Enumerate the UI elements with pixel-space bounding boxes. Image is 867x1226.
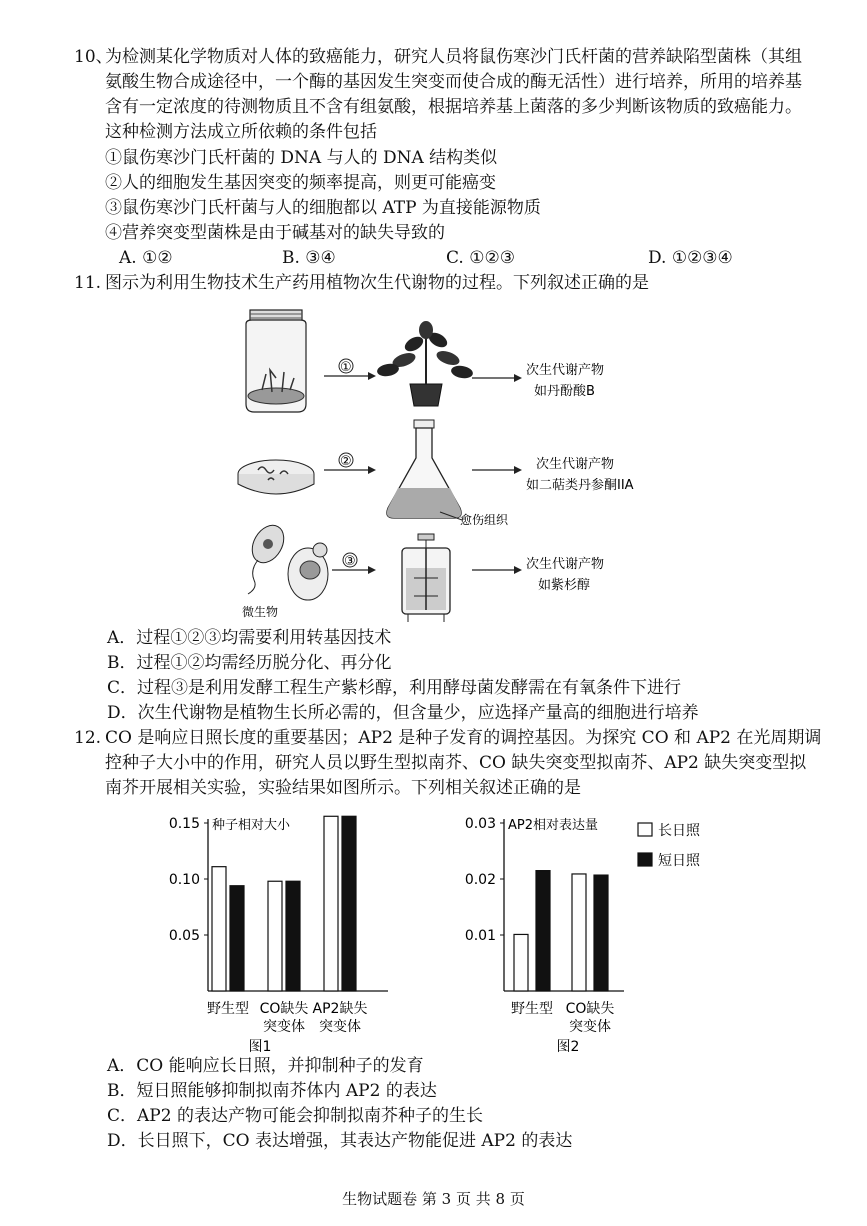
q10-option-b: B. ③④ [282, 248, 336, 268]
q11-stem: 图示为利用生物技术生产药用植物次生代谢物的过程。下列叙述正确的是 [105, 273, 649, 293]
x-tick-label: 野生型 [511, 1001, 553, 1017]
product3-line1: 次生代谢产物 [526, 557, 605, 572]
q11-option-d: D．次生代谢物是植物生长所必需的，但含量少，应选择产量高的细胞进行培养 [107, 703, 699, 723]
chart-title: AP2相对表达量 [508, 818, 599, 833]
q10-option-a: A. ①② [119, 248, 173, 268]
q11-option-c: C．过程③是利用发酵工程生产紫杉醇，利用酵母菌发酵需在有氧条件下进行 [107, 678, 682, 698]
product2-line2: 如二萜类丹参酮IIA [526, 478, 634, 493]
bioreactor-icon [402, 534, 450, 622]
bar-short-day [342, 816, 356, 991]
bar-long-day [514, 934, 528, 991]
product1-line2: 如丹酚酸B [534, 384, 595, 399]
y-tick-label: 0.10 [168, 872, 200, 888]
x-tick-label: 突变体 [569, 1019, 611, 1035]
legend-swatch [638, 853, 652, 866]
figure-2-ap2-expression-chart [460, 805, 720, 1055]
q10-line-7: ③鼠伤寒沙门氏杆菌与人的细胞都以 ATP 为直接能源物质 [105, 198, 541, 218]
product3-line2: 如紫杉醇 [538, 578, 591, 593]
bar-short-day [594, 875, 608, 991]
x-tick-label: 野生型 [207, 1001, 249, 1017]
culture-jar-icon [246, 310, 306, 412]
legend-label: 短日照 [658, 853, 700, 869]
product1-line1: 次生代谢产物 [526, 363, 605, 378]
microbe-icon [246, 520, 328, 600]
y-tick-label: 0.03 [464, 816, 496, 832]
potted-plant-icon [376, 321, 474, 406]
q10-line-4: 这种检测方法成立所依赖的条件包括 [105, 122, 377, 142]
page-footer: 生物试题卷 第 3 页 共 8 页 [342, 1190, 525, 1208]
q10-line-1: 为检测某化学物质对人体的致癌能力，研究人员将鼠伤寒沙门氏杆菌的营养缺陷型菌株（其组 [105, 47, 802, 67]
bar-short-day [536, 871, 550, 991]
y-tick-label: 0.05 [168, 928, 200, 944]
x-tick-label: 突变体 [319, 1019, 361, 1035]
q12-line-3: 南芥开展相关实验，实验结果如图所示。下列相关叙述正确的是 [105, 778, 581, 798]
x-tick-label: CO缺失 [259, 1001, 309, 1017]
y-tick-label: 0.01 [464, 928, 496, 944]
bar-long-day [268, 881, 282, 991]
petri-dish-icon [238, 460, 314, 494]
q10-line-6: ②人的细胞发生基因突变的频率提高，则更可能癌变 [105, 173, 496, 193]
flask-icon [387, 420, 461, 518]
q12-option-d: D．长日照下，CO 表达增强，其表达产物能促进 AP2 的表达 [107, 1131, 573, 1151]
q12-number: 12. [74, 728, 102, 748]
x-tick-label: AP2缺失 [312, 1001, 368, 1017]
q12-line-2: 控种子大小中的作用，研究人员以野生型拟南芥、CO 缺失突变型拟南芥、AP2 缺失突变型拟 [105, 753, 807, 773]
q11-option-a: A．过程①②③均需要利用转基因技术 [107, 628, 392, 648]
figure-caption: 图2 [556, 1039, 580, 1055]
q11-process-figure [228, 298, 648, 628]
x-tick-label: CO缺失 [565, 1001, 615, 1017]
callus-label: 愈伤组织 [460, 513, 509, 527]
q12-option-a: A．CO 能响应长日照，并抑制种子的发育 [107, 1056, 424, 1076]
q12-line-1: CO 是响应日照长度的重要基因；AP2 是种子发育的调控基因。为探究 CO 和 AP2 在光周期调 [105, 728, 822, 748]
legend-label: 长日照 [658, 823, 700, 839]
microbe-label: 微生物 [242, 605, 279, 619]
q11-option-b: B．过程①②均需经历脱分化、再分化 [107, 653, 392, 673]
q10-number: 10、 [74, 47, 113, 67]
q10-line-8: ④营养突变型菌株是由于碱基对的缺失导致的 [105, 223, 445, 243]
bar-long-day [572, 874, 586, 991]
q10-option-c: C. ①②③ [446, 248, 515, 268]
chart-title: 种子相对大小 [212, 818, 291, 833]
step2-label: ② [340, 454, 352, 469]
bar-short-day [286, 881, 300, 991]
x-tick-label: 突变体 [263, 1019, 305, 1035]
y-tick-label: 0.02 [464, 872, 496, 888]
bar-short-day [230, 886, 244, 991]
q10-line-5: ①鼠伤寒沙门氏杆菌的 DNA 与人的 DNA 结构类似 [105, 148, 498, 168]
q10-line-2: 氨酸生物合成途径中，一个酶的基因发生突变而使合成的酶无活性）进行培养，所用的培养基 [105, 72, 802, 92]
bar-long-day [324, 816, 338, 991]
step3-label: ③ [344, 554, 356, 569]
figure-caption: 图1 [248, 1039, 272, 1055]
q11-number: 11. [74, 273, 102, 293]
bar-long-day [212, 867, 226, 991]
q12-option-c: C．AP2 的表达产物可能会抑制拟南芥种子的生长 [107, 1106, 483, 1126]
legend-swatch [638, 823, 652, 836]
step1-label: ① [340, 360, 352, 375]
figure-1-seed-size-chart [150, 805, 390, 1055]
q12-option-b: B．短日照能够抑制拟南芥体内 AP2 的表达 [107, 1081, 437, 1101]
product2-line1: 次生代谢产物 [536, 457, 615, 472]
y-tick-label: 0.15 [168, 816, 200, 832]
q10-option-d: D. ①②③④ [648, 248, 733, 268]
q10-line-3: 含有一定浓度的待测物质且不含有组氨酸，根据培养基上菌落的多少判断该物质的致癌能力。 [105, 97, 802, 117]
